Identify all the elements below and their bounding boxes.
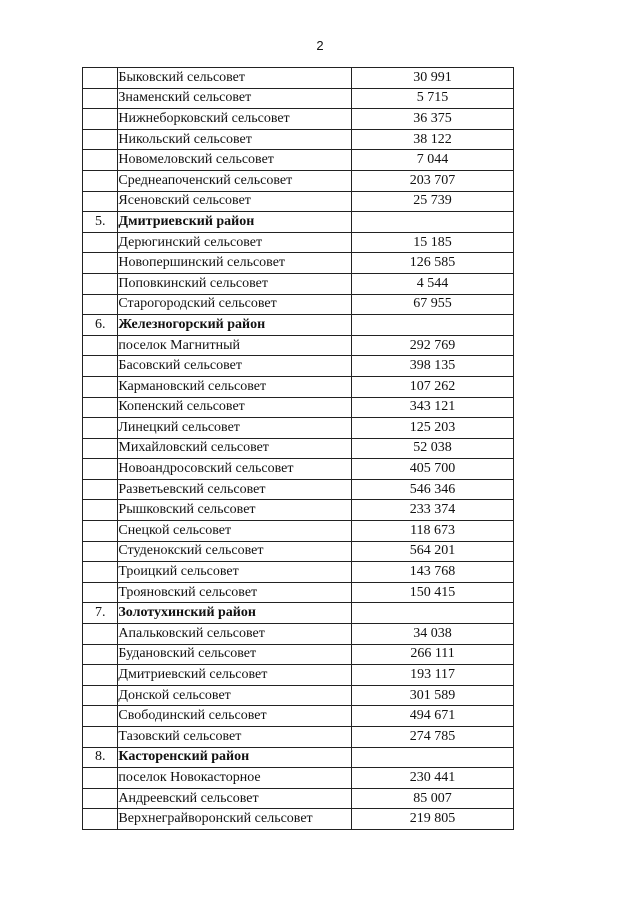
table-row [83,624,514,645]
row-number-cell [83,541,118,562]
table-row [83,788,514,809]
council-name-cell: Никольский сельсовет [118,129,352,150]
council-name-cell: Ясеновский сельсовет [118,191,352,212]
amount-cell [352,212,514,233]
table-row [83,582,514,603]
table-row [83,376,514,397]
district-row [83,603,514,624]
row-number-cell [83,788,118,809]
council-name-cell: Студенокский сельсовет [118,541,352,562]
council-name-cell: Кармановский сельсовет [118,376,352,397]
amount-cell: 219 805 [352,809,514,830]
row-number-cell [83,294,118,315]
council-name-cell: Трояновский сельсовет [118,582,352,603]
row-number-cell [83,562,118,583]
row-number-cell [83,685,118,706]
amount-cell: 125 203 [352,418,514,439]
district-row [83,212,514,233]
table-row [83,191,514,212]
amount-cell: 38 122 [352,129,514,150]
council-name-cell: Андреевский сельсовет [118,788,352,809]
row-number-cell [83,706,118,727]
row-number-cell [83,809,118,830]
district-name-cell: Касторенский район [118,747,352,768]
row-number-cell: 7. [83,603,118,624]
table-row [83,562,514,583]
table-row [83,109,514,130]
table-row [83,665,514,686]
table-row [83,727,514,748]
table-row [83,150,514,171]
table-row [83,170,514,191]
amount-cell: 4 544 [352,273,514,294]
council-name-cell: Михайловский сельсовет [118,438,352,459]
council-name-cell: Троицкий сельсовет [118,562,352,583]
row-number-cell [83,418,118,439]
council-name-cell: Быковский сельсовет [118,68,352,89]
row-number-cell [83,335,118,356]
table-row [83,397,514,418]
table-row [83,68,514,89]
row-number-cell [83,727,118,748]
council-name-cell: Апальковский сельсовет [118,624,352,645]
council-name-cell: Старогородский сельсовет [118,294,352,315]
allocation-table [82,67,514,830]
row-number-cell [83,644,118,665]
amount-cell: 266 111 [352,644,514,665]
council-name-cell: Нижнеборковский сельсовет [118,109,352,130]
amount-cell: 7 044 [352,150,514,171]
row-number-cell [83,459,118,480]
table-row [83,335,514,356]
amount-cell: 343 121 [352,397,514,418]
row-number-cell [83,582,118,603]
amount-cell: 274 785 [352,727,514,748]
row-number-cell: 8. [83,747,118,768]
row-number-cell [83,356,118,377]
council-name-cell: Разветьевский сельсовет [118,479,352,500]
amount-cell: 36 375 [352,109,514,130]
council-name-cell: Линецкий сельсовет [118,418,352,439]
amount-cell: 107 262 [352,376,514,397]
council-name-cell: Копенский сельсовет [118,397,352,418]
table-row [83,418,514,439]
amount-cell: 301 589 [352,685,514,706]
table-row [83,356,514,377]
amount-cell: 203 707 [352,170,514,191]
table-row [83,644,514,665]
table-row [83,438,514,459]
council-name-cell: Верхнеграйворонский сельсовет [118,809,352,830]
table-row [83,768,514,789]
row-number-cell [83,768,118,789]
table-row [83,88,514,109]
amount-cell [352,315,514,336]
row-number-cell: 5. [83,212,118,233]
amount-cell: 233 374 [352,500,514,521]
amount-cell: 494 671 [352,706,514,727]
row-number-cell [83,521,118,542]
table-row [83,541,514,562]
row-number-cell [83,624,118,645]
amount-cell: 30 991 [352,68,514,89]
row-number-cell [83,479,118,500]
table-row [83,706,514,727]
row-number-cell [83,253,118,274]
amount-cell: 193 117 [352,665,514,686]
row-number-cell [83,273,118,294]
amount-cell: 52 038 [352,438,514,459]
row-number-cell [83,88,118,109]
row-number-cell [83,438,118,459]
district-name-cell: Золотухинский район [118,603,352,624]
council-name-cell: Снецкой сельсовет [118,521,352,542]
row-number-cell [83,170,118,191]
table-row [83,685,514,706]
table-row [83,253,514,274]
table-row [83,521,514,542]
row-number-cell [83,150,118,171]
amount-cell: 546 346 [352,479,514,500]
table-row [83,500,514,521]
district-row [83,747,514,768]
amount-cell: 25 739 [352,191,514,212]
amount-cell: 143 768 [352,562,514,583]
table-row [83,273,514,294]
council-name-cell: Знаменский сельсовет [118,88,352,109]
row-number-cell [83,109,118,130]
row-number-cell [83,129,118,150]
table-body [83,68,514,830]
amount-cell: 230 441 [352,768,514,789]
council-name-cell: Среднеапоченский сельсовет [118,170,352,191]
table-row [83,129,514,150]
table-row [83,459,514,480]
amount-cell: 564 201 [352,541,514,562]
amount-cell: 398 135 [352,356,514,377]
row-number-cell [83,500,118,521]
amount-cell: 15 185 [352,232,514,253]
table-row [83,294,514,315]
row-number-cell: 6. [83,315,118,336]
amount-cell: 292 769 [352,335,514,356]
council-name-cell: Басовский сельсовет [118,356,352,377]
table-row [83,809,514,830]
council-name-cell: Рышковский сельсовет [118,500,352,521]
amount-cell: 34 038 [352,624,514,645]
amount-cell: 405 700 [352,459,514,480]
council-name-cell: Будановский сельсовет [118,644,352,665]
council-name-cell: Новоандросовский сельсовет [118,459,352,480]
amount-cell: 67 955 [352,294,514,315]
row-number-cell [83,191,118,212]
row-number-cell [83,397,118,418]
row-number-cell [83,68,118,89]
row-number-cell [83,232,118,253]
page-number: 2 [316,38,324,53]
district-name-cell: Дмитриевский район [118,212,352,233]
amount-cell [352,603,514,624]
amount-cell: 150 415 [352,582,514,603]
council-name-cell: Новопершинский сельсовет [118,253,352,274]
amount-cell: 5 715 [352,88,514,109]
district-name-cell: Железногорский район [118,315,352,336]
amount-cell: 85 007 [352,788,514,809]
district-row [83,315,514,336]
council-name-cell: Дмитриевский сельсовет [118,665,352,686]
amount-cell: 126 585 [352,253,514,274]
table-row [83,232,514,253]
council-name-cell: Дерюгинский сельсовет [118,232,352,253]
amount-cell: 118 673 [352,521,514,542]
council-name-cell: Свободинский сельсовет [118,706,352,727]
council-name-cell: поселок Магнитный [118,335,352,356]
council-name-cell: Новомеловский сельсовет [118,150,352,171]
row-number-cell [83,376,118,397]
council-name-cell: Донской сельсовет [118,685,352,706]
amount-cell [352,747,514,768]
table-row [83,479,514,500]
council-name-cell: Тазовский сельсовет [118,727,352,748]
council-name-cell: Поповкинский сельсовет [118,273,352,294]
row-number-cell [83,665,118,686]
council-name-cell: поселок Новокасторное [118,768,352,789]
